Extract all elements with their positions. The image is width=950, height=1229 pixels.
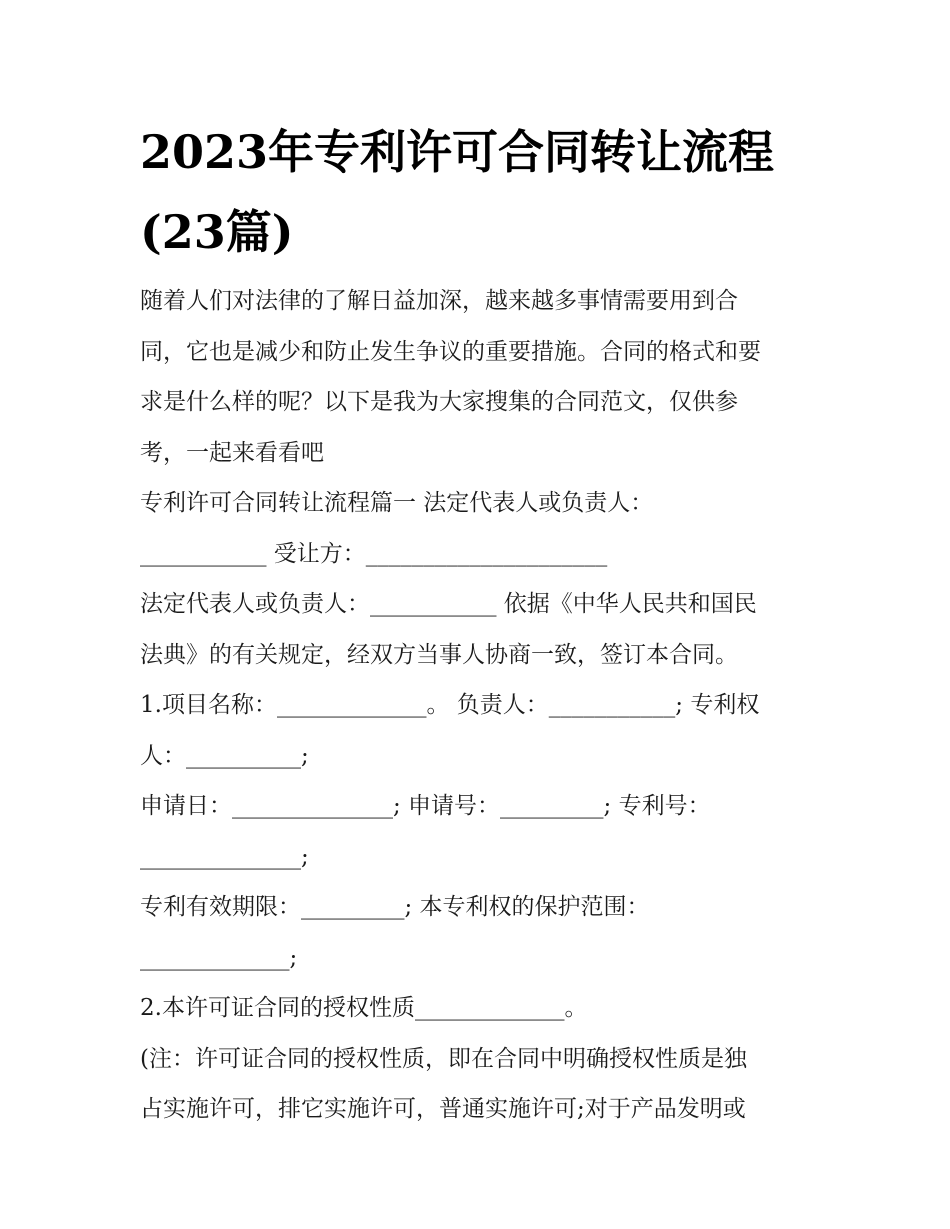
body-line: 1.项目名称：_____________。 负责人：___________; 专利权 <box>140 692 760 718</box>
body-line: 随着人们对法律的了解日益加深，越来越多事情需要用到合 <box>140 288 738 314</box>
title-line: (23篇) <box>140 205 294 259</box>
body-line: 专利有效期限：_________; 本专利权的保护范围： <box>140 894 650 920</box>
body-line: 占实施许可，排它实施许可，普通实施许可;对于产品发明或 <box>140 1096 746 1122</box>
body-line: 同，它也是减少和防止发生争议的重要措施。合同的格式和要 <box>140 338 761 365</box>
body-line: 求是什么样的呢？以下是我为大家搜集的合同范文，仅供参 <box>140 389 738 415</box>
body-line: ___________ 受让方：_____________________ <box>140 540 608 567</box>
body-line: 专利许可合同转让流程篇一 法定代表人或负责人： <box>140 490 654 516</box>
title-line: 2023年专利许可合同转让流程 <box>140 125 775 179</box>
body-line: (注：许可证合同的授权性质，即在合同中明确授权性质是独 <box>140 1045 747 1072</box>
body-line: ______________; <box>140 843 309 870</box>
body-line: 法定代表人或负责人：___________ 依据《中华人民共和国民 <box>140 591 757 617</box>
document-title <box>140 112 840 272</box>
body-line: 2.本许可证合同的授权性质_____________。 <box>140 995 588 1021</box>
body-line: 申请日：______________; 申请号：_________; 专利号： <box>140 793 711 819</box>
body-line: 法典》的有关规定，经双方当事人协商一致，签订本合同。 <box>140 641 738 668</box>
body-line: 考，一起来看看吧 <box>140 439 324 466</box>
body-line: _____________; <box>140 944 298 971</box>
body-line: 人：__________; <box>140 742 309 769</box>
document-body <box>140 276 830 1135</box>
